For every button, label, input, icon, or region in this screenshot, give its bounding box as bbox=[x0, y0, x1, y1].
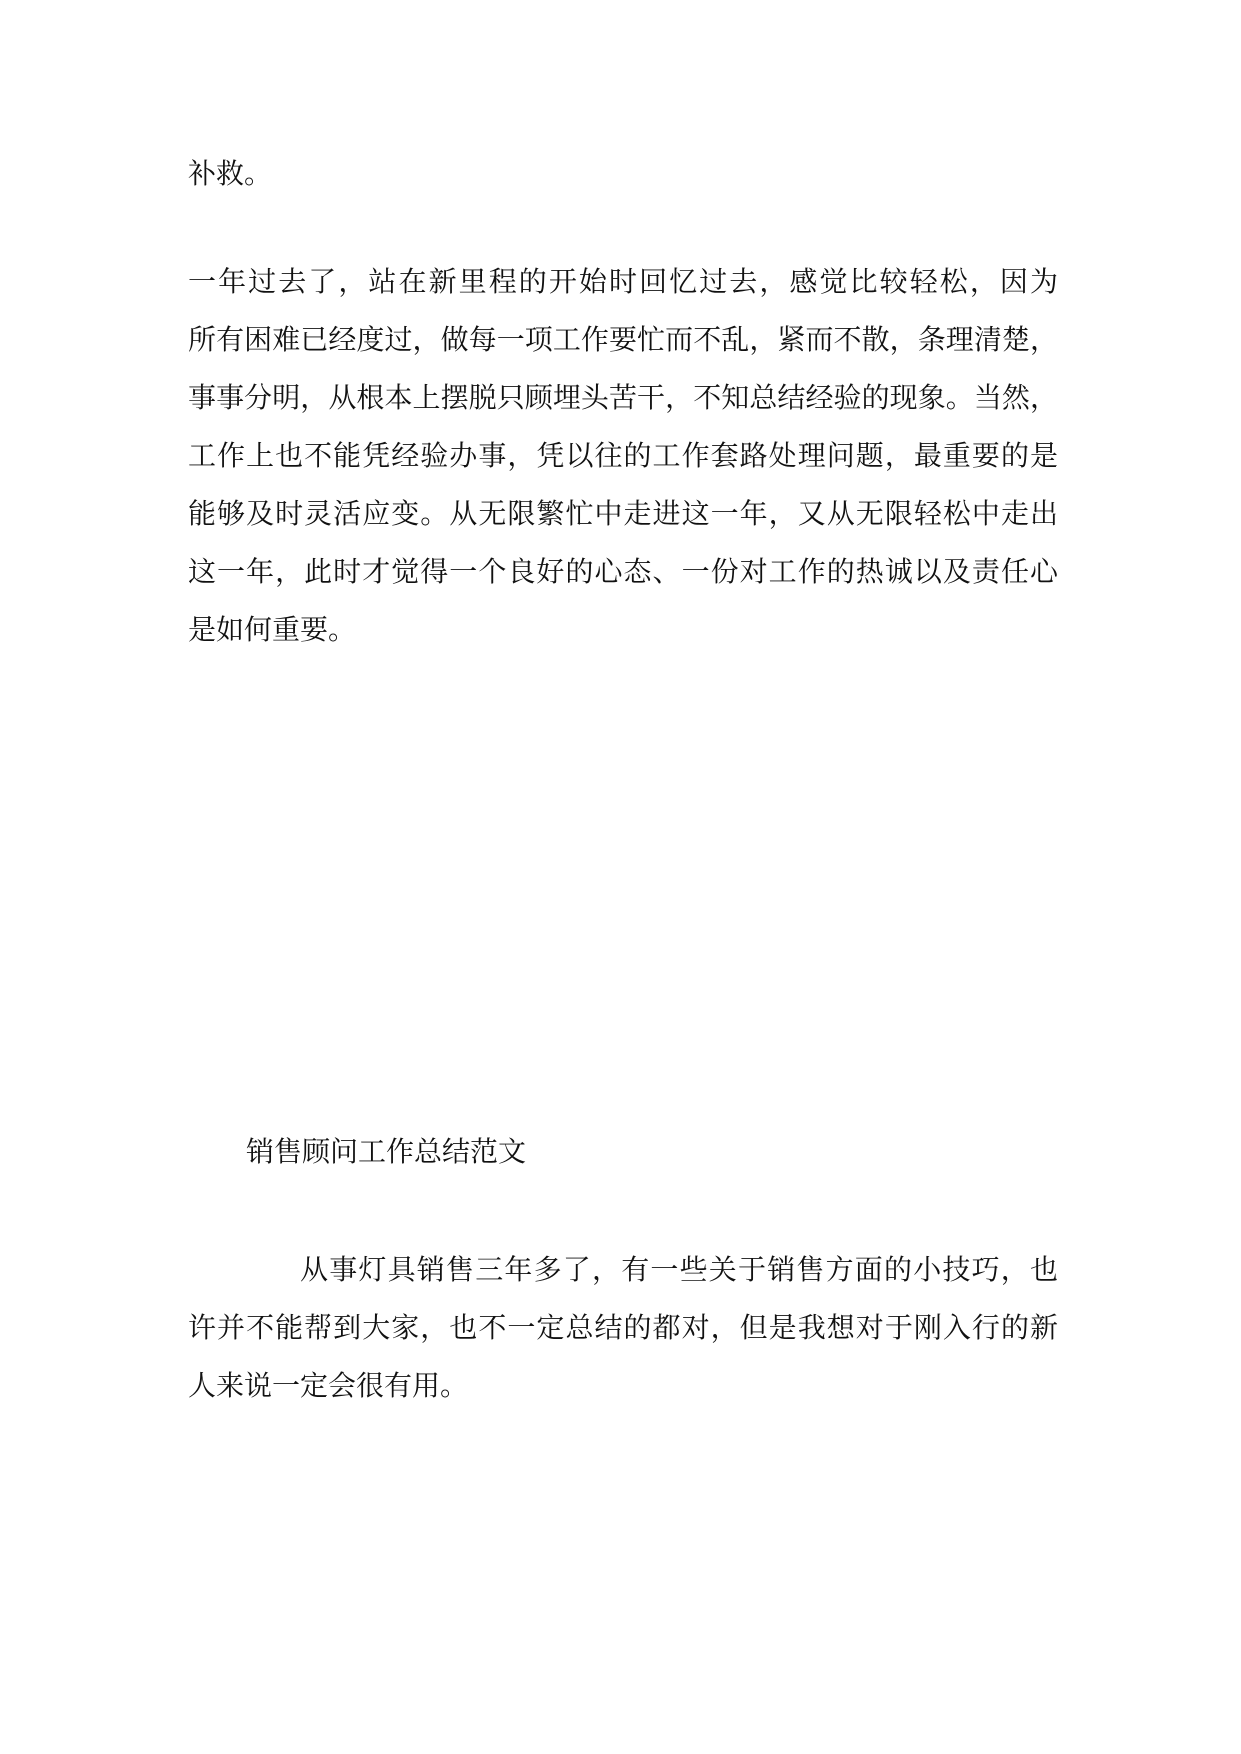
paragraph-line: 工作上也不能凭经验办事，凭以往的工作套路处理问题，最重要的是 bbox=[188, 439, 1058, 472]
paragraph-line: 人来说一定会很有用。 bbox=[188, 1369, 469, 1402]
paragraph-line: 许并不能帮到大家，也不一定总结的都对，但是我想对于刚入行的新 bbox=[188, 1311, 1058, 1344]
paragraph-line: 这一年，此时才觉得一个良好的心态、一份对工作的热诚以及责任心 bbox=[188, 555, 1058, 588]
fragment-text: 补救。 bbox=[188, 157, 273, 190]
paragraph-line: 所有困难已经度过，做每一项工作要忙而不乱，紧而不散，条理清楚， bbox=[188, 323, 1058, 356]
section-title: 销售顾问工作总结范文 bbox=[246, 1135, 527, 1168]
paragraph-line: 一年过去了，站在新里程的开始时回忆过去，感觉比较轻松，因为 bbox=[188, 265, 1058, 298]
paragraph-line: 是如何重要。 bbox=[188, 613, 357, 646]
paragraph-line: 能够及时灵活应变。从无限繁忙中走进这一年，又从无限轻松中走出 bbox=[188, 497, 1058, 530]
paragraph-line: 从事灯具销售三年多了，有一些关于销售方面的小技巧，也 bbox=[300, 1253, 1058, 1286]
paragraph-line: 事事分明，从根本上摆脱只顾埋头苦干，不知总结经验的现象。当然， bbox=[188, 381, 1058, 414]
